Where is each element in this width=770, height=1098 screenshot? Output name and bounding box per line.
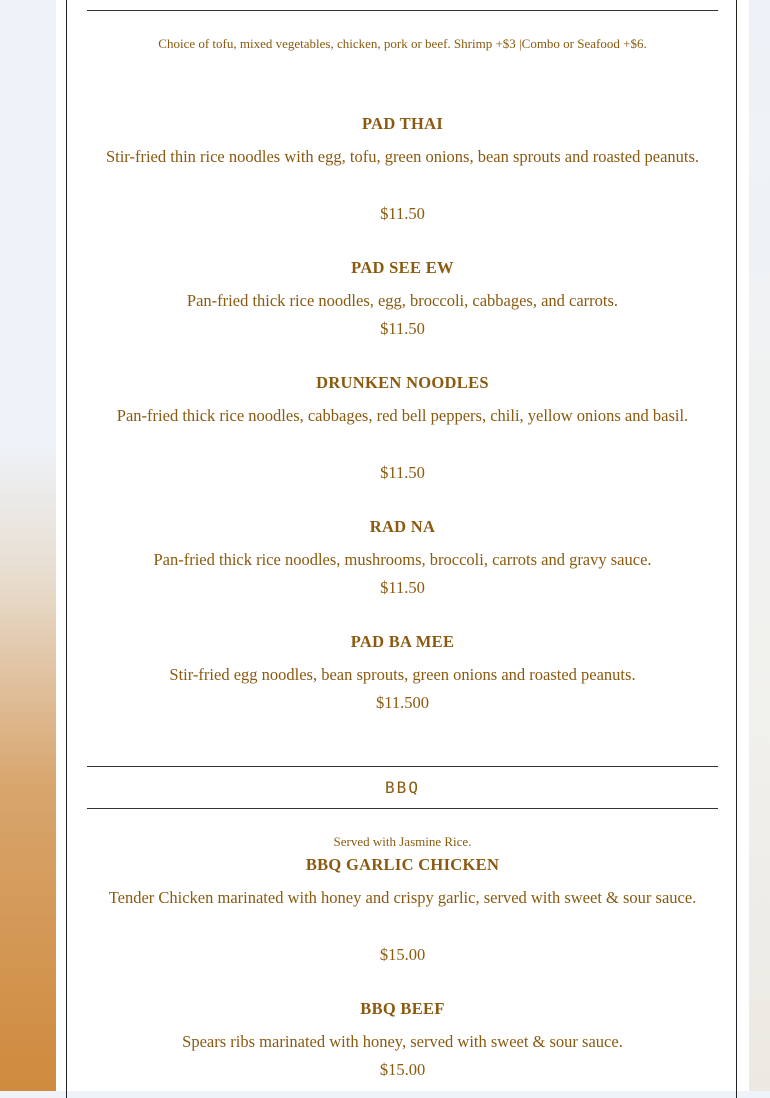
menu-item-price: $11.50	[380, 463, 425, 482]
menu-item-price: $15.00	[379, 1060, 426, 1079]
menu-item-name: PAD SEE EW	[351, 258, 454, 277]
menu-item-description: Stir-fried thin rice noodles with egg, tofu, green onions, bean sprouts and roasted peanuts.	[105, 147, 700, 166]
menu-item-price: $11.50	[380, 204, 425, 223]
menu-item-description: Spears ribs marinated with honey, served with sweet & sour sauce.	[182, 1032, 623, 1051]
section-title: BBQ	[385, 778, 420, 797]
section-divider	[87, 10, 718, 11]
menu-item-name: BBQ GARLIC CHICKEN	[305, 855, 500, 874]
menu-item-name: PAD BA MEE	[350, 632, 455, 651]
menu-item-name: DRUNKEN NOODLES	[316, 373, 489, 392]
menu-item-price: $11.50	[380, 578, 425, 597]
menu-item-description: Stir-fried egg noodles, bean sprouts, green onions and roasted peanuts.	[169, 665, 636, 684]
menu-item-description: Pan-fried thick rice noodles, cabbages, red bell peppers, chili, yellow onions and basil.	[116, 406, 689, 425]
menu-item-price: $15.00	[379, 945, 426, 964]
menu-item-name: BBQ BEEF	[360, 999, 445, 1018]
menu-item-price: $11.500	[375, 693, 429, 712]
background-strip	[749, 0, 770, 1091]
menu-item-description: Pan-fried thick rice noodles, mushrooms, broccoli, carrots and gravy sauce.	[153, 550, 652, 569]
menu-item-description: Pan-fried thick rice noodles, egg, broccoli, cabbages, and carrots.	[186, 291, 619, 310]
menu-item-price: $11.50	[380, 319, 425, 338]
menu-item-name: PAD THAI	[361, 114, 444, 133]
menu-item-name: RAD NA	[369, 517, 436, 536]
section-note: Choice of tofu, mixed vegetables, chicken, pork or beef. Shrimp +$3 |Combo or Seafood +$6.	[158, 36, 647, 51]
section-divider	[87, 766, 718, 767]
section-divider	[87, 808, 718, 809]
menu-item-description: Tender Chicken marinated with honey and crispy garlic, served with sweet & sour sauce.	[108, 888, 697, 907]
section-note: Served with Jasmine Rice.	[333, 834, 472, 849]
